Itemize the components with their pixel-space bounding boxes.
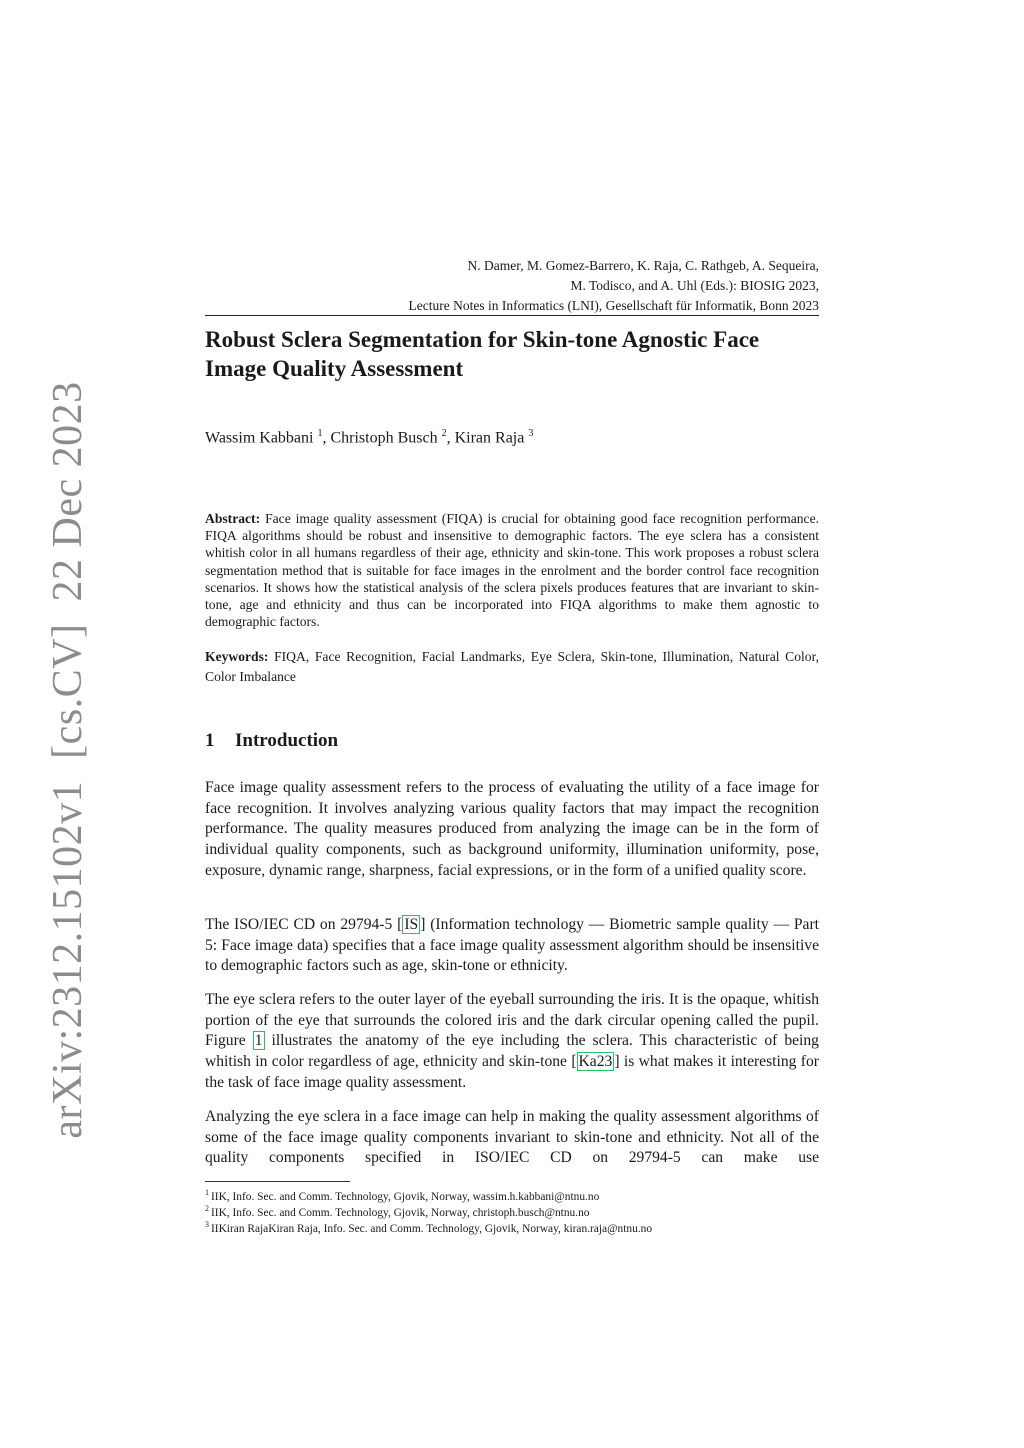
header-line-2: M. Todisco, and A. Uhl (Eds.): BIOSIG 2023, [570, 278, 819, 293]
paragraph-2 [205, 915, 819, 977]
header-rule [205, 315, 819, 316]
footnote-rule [205, 1181, 350, 1182]
author-list: Wassim Kabbani $^1$, Christoph Busch $^2$, Kiran Raja $^3$ [205, 428, 534, 447]
author-name: Kiran Raja [454, 429, 525, 447]
author-name: Christoph Busch [330, 429, 438, 447]
footnote-text: IIK, Info. Sec. and Comm. Technology, Gjovik, Norway, wassim.h.kabbani@ntnu.no [211, 1190, 600, 1203]
keywords [205, 647, 819, 687]
section-heading [205, 730, 338, 752]
keywords-label: Keywords: [205, 649, 269, 664]
paragraph-3-text: The eye sclera refers to the outer layer of the eyeball surrounding the iris. It is the opaque, whitish portion of the eye that surrounds the colored iris and the dark circular opening called the pupil. Figure [205, 991, 819, 1050]
keywords-text: FIQA, Face Recognition, Facial Landmarks, Eye Sclera, Skin-tone, Illumination, Natural Color, Color Imbalance [205, 649, 819, 684]
proceedings-header [205, 256, 819, 316]
author-affiliation-mark: 2 [441, 428, 447, 439]
footnote-text: IIK, Info. Sec. and Comm. Technology, Gjovik, Norway, christoph.busch@ntnu.no [211, 1206, 590, 1219]
abstract [205, 510, 819, 630]
footnote-mark: 2 [205, 1204, 209, 1213]
paragraph-3 [205, 990, 819, 1094]
citation-link-is[interactable]: IS [404, 916, 419, 933]
header-line-3: Lecture Notes in Informatics (LNI), Gesellschaft für Informatik, Bonn 2023 [408, 298, 819, 313]
paragraph-2-text: ] (Information technology — Biometric sample quality — Part 5: Face image data) specifies that a face image quality assessment algorithm should be insensitive to demographic factors such as age, skin-tone or ethnicity. [205, 916, 819, 975]
paragraph-1: Face image quality assessment refers to the process of evaluating the utility of a face image for face recognition. It involves analyzing various quality factors that may impact the recognition performance. The quality measures produced from analyzing the image can be in the form of individual quality components, such as background uniformity, illumination uniformity, pose, exposure, dynamic range, sharpness, facial expressions, or in the form of a unified quality score. [205, 779, 819, 879]
footnote-mark: 3 [205, 1220, 209, 1229]
citation-link-ka23[interactable]: Ka23 [578, 1053, 613, 1071]
header-line-1: N. Damer, M. Gomez-Barrero, K. Raja, C. Rathgeb, A. Sequeira, [467, 258, 819, 273]
abstract-label: Abstract: [205, 511, 261, 526]
author-affiliation-mark: 1 [317, 428, 323, 439]
footnote-text: IIKiran RajaKiran Raja, Info. Sec. and Comm. Technology, Gjovik, Norway, kiran.raja@ntnu.no [211, 1222, 653, 1235]
section-number: 1 [205, 730, 215, 751]
section-title: Introduction [235, 730, 339, 751]
paragraph-3-text: ] is what makes it interesting for the task of face image quality assessment. [205, 1053, 819, 1091]
abstract-text: Face image quality assessment (FIQA) is crucial for obtaining good face recognition performance. FIQA algorithms should be robust and insensitive to demographic factors. The eye sclera has a consistent whitish color in all humans regardless of their age, ethnicity and skin-tone. This work proposes a robust sclera segmentation method that is suitable for face images in the enrolment and the border control face recognition scenarios. It shows how the statistical analysis of the sclera pixels produces features that are invariant to skin-tone, age and ethnicity and thus can be incorporated into FIQA algorithms to make them agnostic to demographic factors. [205, 511, 820, 630]
paragraph-4: Analyzing the eye sclera in a face image can help in making the quality assessment algorithms of some of the face image quality components invariant to skin-tone and ethnicity. Not all of the quality components specified in ISO/IEC CD on 29794-5 can make use [205, 1108, 819, 1167]
paragraph-2-text: The ISO/IEC CD on 29794-5 [ [205, 916, 403, 933]
figure-reference-link[interactable]: 1 [254, 1032, 263, 1050]
author-name: Wassim Kabbani [205, 429, 314, 447]
arxiv-identifier: arXiv:2312.15102v1 [cs.CV] 22 Dec 2023 [45, 381, 91, 1139]
author-affiliation-mark: 3 [528, 428, 534, 439]
paragraph-3-text: illustrates the anatomy of the eye including the sclera. This characteristic of being whitish in color regardless of age, ethnicity and skin-tone [ [205, 1032, 819, 1071]
paper-title: Robust Sclera Segmentation for Skin-tone Agnostic Face Image Quality Assessment [205, 327, 760, 381]
footnote-3 [205, 1217, 652, 1237]
footnote-mark: 1 [205, 1188, 209, 1197]
